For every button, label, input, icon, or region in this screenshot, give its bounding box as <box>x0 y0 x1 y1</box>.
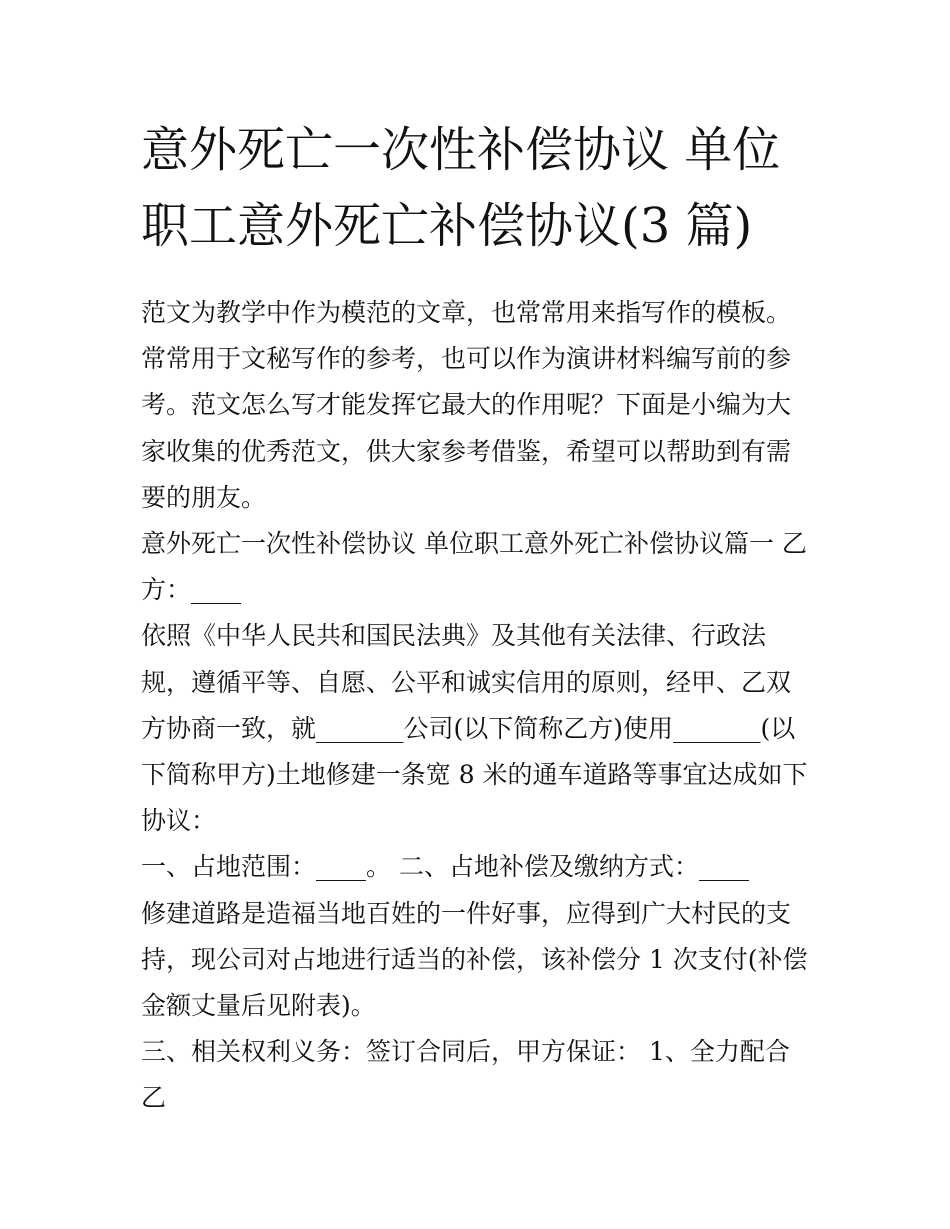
paragraph-clauses-one-two: 一、占地范围：____。 二、占地补偿及缴纳方式：____ <box>141 852 749 882</box>
paragraph-rights-obligations: 三、相关权利义务：签订合同后，甲方保证： 1、全力配合乙 <box>141 1037 790 1113</box>
document-title <box>141 112 813 264</box>
paragraph-intro: 范文为教学中作为模范的文章，也常常用来指写作的模板。常常用于文秘写作的参考，也可以作为演讲材料编写前的参考。范文怎么写才能发挥它最大的作用呢？下面是小编为大家收集的优秀范文，供大家参考借鉴，希望可以帮助到有需要的朋友。 <box>141 298 792 512</box>
title-line-2: 职工意外死亡补偿协议(3 篇) <box>141 198 753 254</box>
paragraph-legal-basis: 依照《中华人民共和国民法典》及其他有关法律、行政法规，遵循平等、自愿、公平和诚实信用的原则，经甲、乙双方协商一致，就_______公司(以下简称乙方)使用_______(以下简称甲方)土地修建一条宽 8 米的通车道路等事宜达成如下协议： <box>141 621 808 836</box>
document-body <box>141 290 813 1122</box>
paragraph-compensation: 修建道路是造福当地百姓的一件好事，应得到广大村民的支持，现公司对占地进行适当的补偿，该补偿分 1 次支付(补偿金额丈量后见附表)。 <box>141 898 808 1021</box>
title-line-1: 意外死亡一次性补偿协议 单位 <box>141 122 781 178</box>
paragraph-heading-part-one: 意外死亡一次性补偿协议 单位职工意外死亡补偿协议篇一 乙方：____ <box>141 529 807 605</box>
document-content <box>141 112 813 1122</box>
